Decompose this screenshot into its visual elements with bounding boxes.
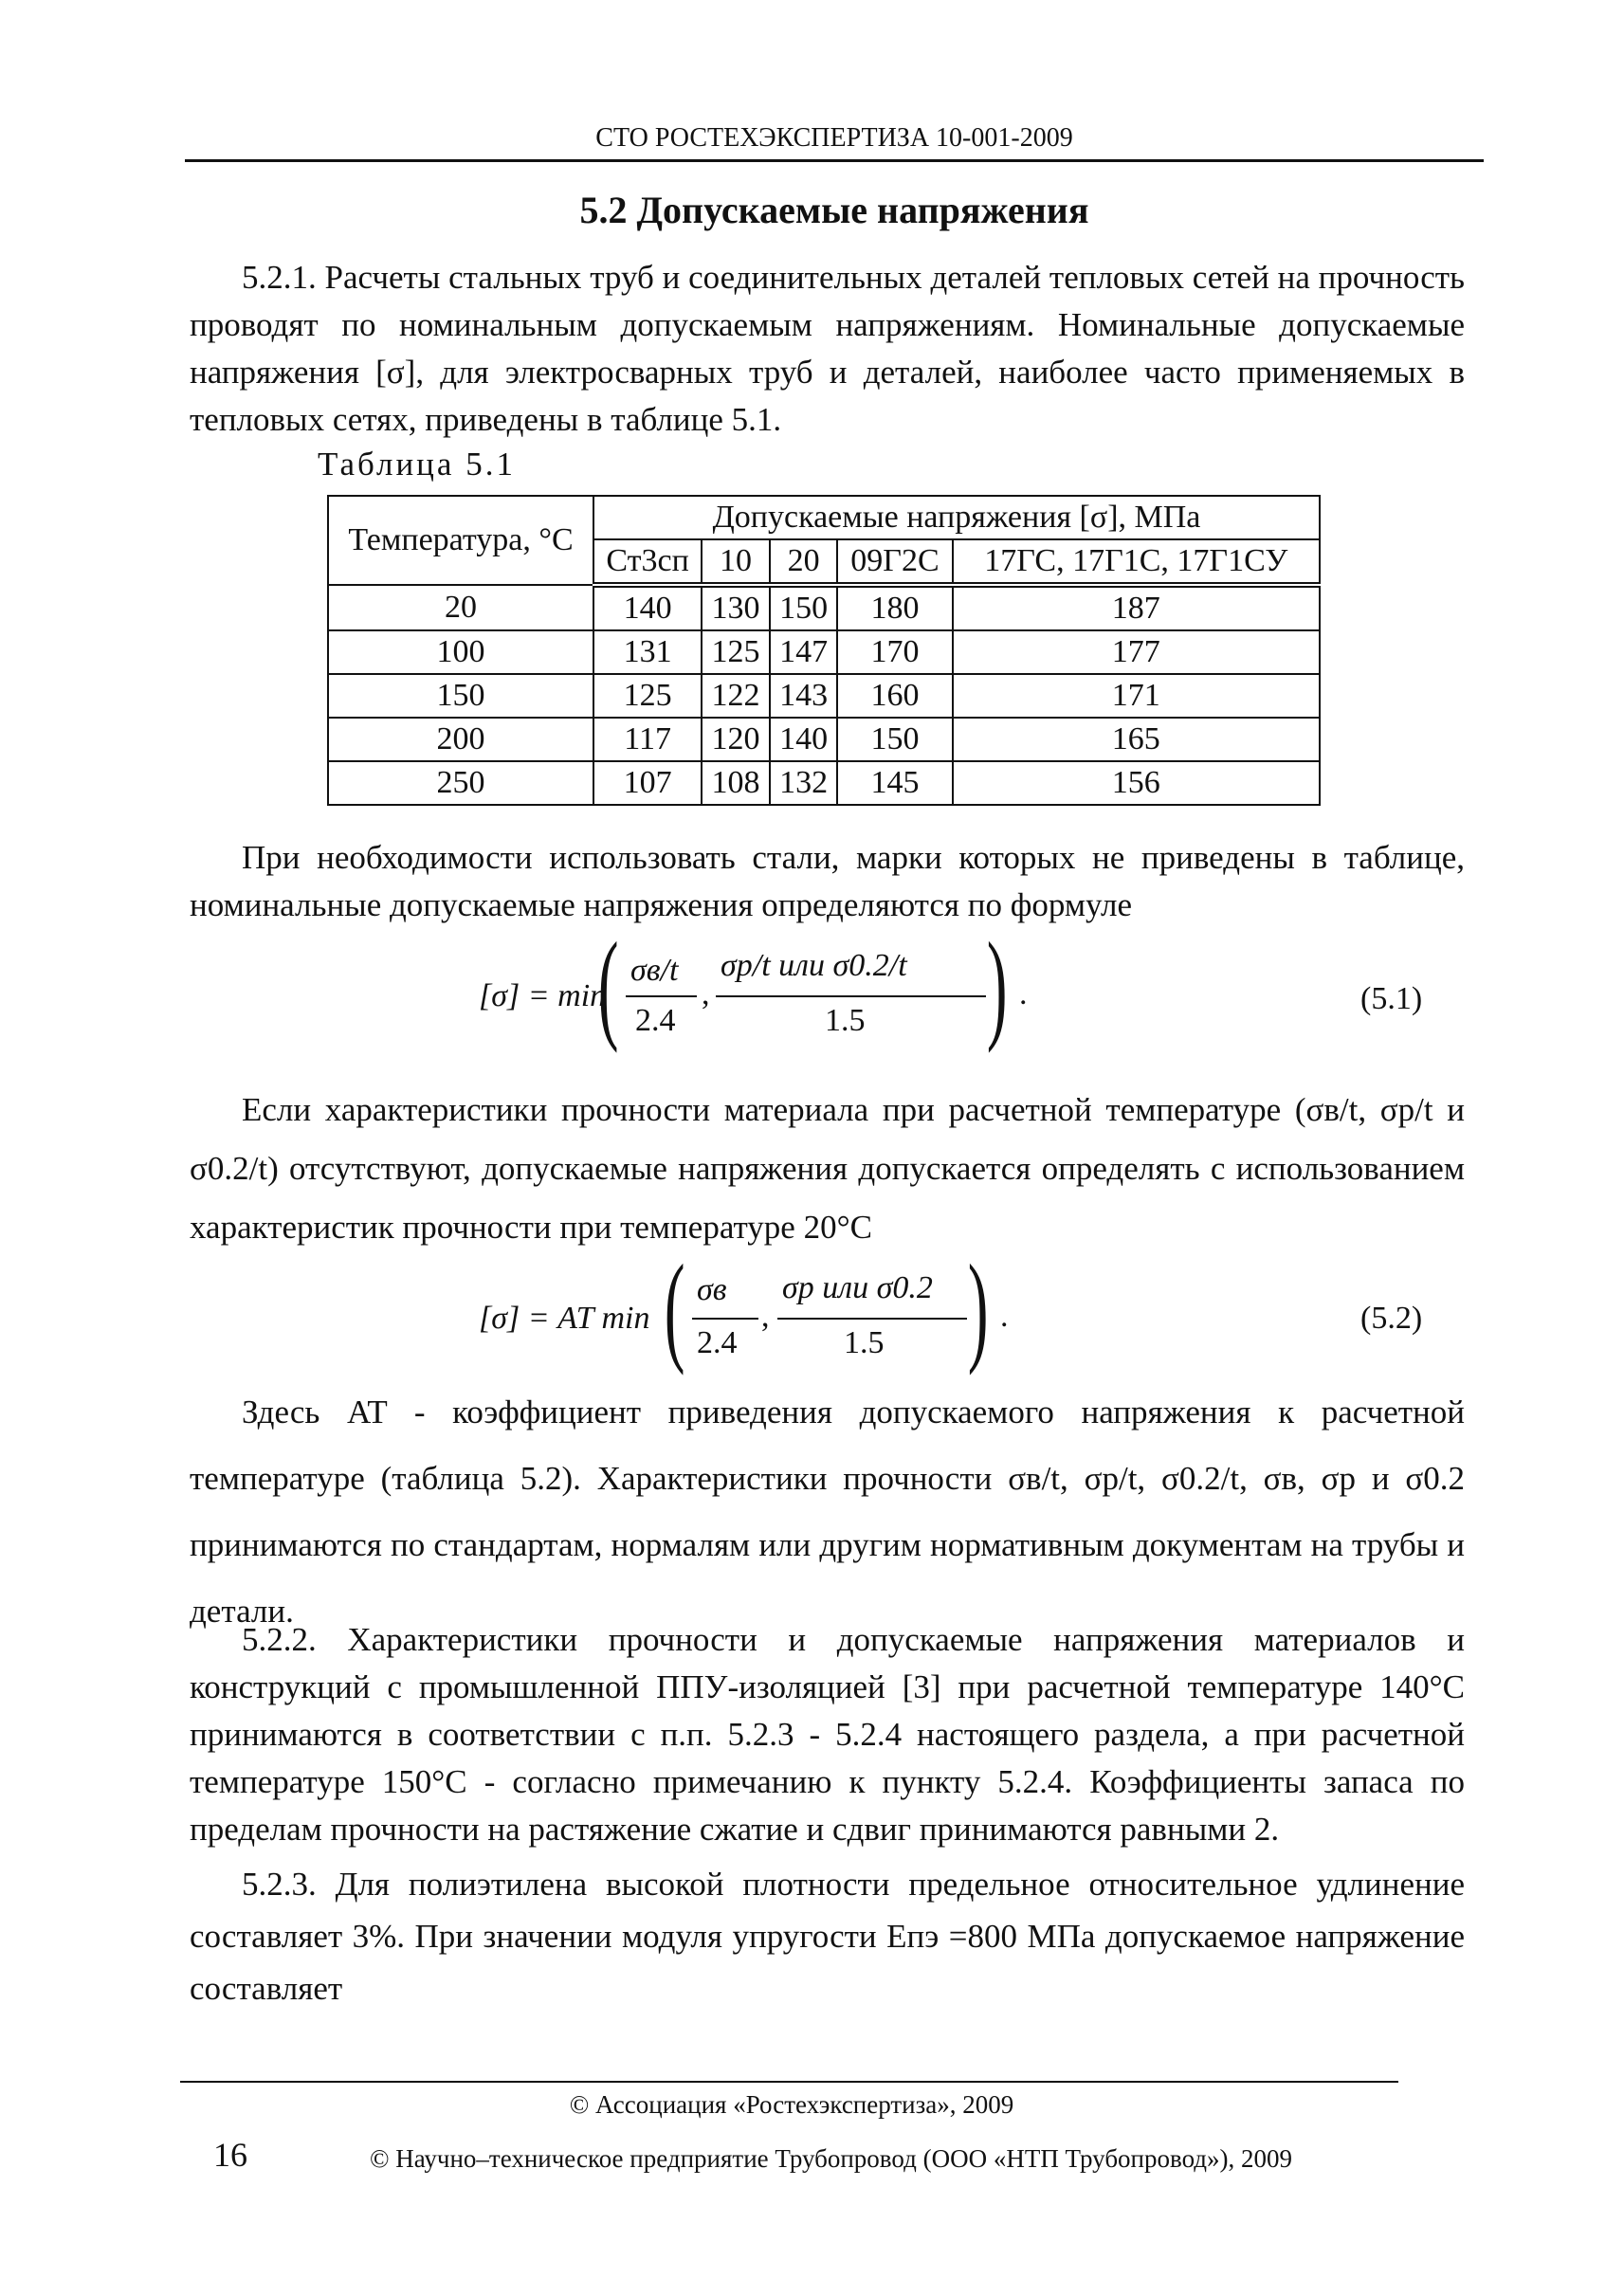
stress-value-cell: 130 xyxy=(702,585,770,630)
stress-value-cell: 125 xyxy=(593,674,702,718)
stress-value-cell: 147 xyxy=(770,630,838,674)
paragraph-5-2-1: 5.2.1. Расчеты стальных труб и соединительных деталей тепловых сетей на прочность проводят по номинальным допускаемым напряжениям. Номинальные допускаемые напряжения [σ], для электросварных труб и деталей, наиболее часто применяемых в тепловых сетях, приведены в таблице 5.1. xyxy=(190,259,1465,438)
stress-value-cell: 125 xyxy=(702,630,770,674)
period: . xyxy=(1000,1299,1009,1334)
den1: 2.4 xyxy=(635,1003,676,1038)
left-paren: ( xyxy=(597,918,619,1054)
den2: 1.5 xyxy=(844,1325,885,1360)
temperature-cell: 20 xyxy=(328,585,593,630)
stress-value-cell: 107 xyxy=(593,761,702,805)
stress-value-cell: 150 xyxy=(837,718,952,761)
stress-table xyxy=(327,495,1321,806)
section-title: 5.2 Допускаемые напряжения xyxy=(579,189,1089,231)
den2: 1.5 xyxy=(825,1003,866,1038)
stress-value-cell: 145 xyxy=(837,761,952,805)
table-row xyxy=(328,630,1320,674)
stress-value-cell: 143 xyxy=(770,674,838,718)
period: . xyxy=(1019,976,1028,1011)
stress-value-cell: 140 xyxy=(770,718,838,761)
stress-value-cell: 171 xyxy=(953,674,1320,718)
right-paren: ) xyxy=(967,1240,989,1376)
steel-grade-header: 10 xyxy=(702,539,770,585)
steel-grade-header: 17ГС, 17Г1С, 17Г1СУ xyxy=(953,539,1320,585)
steel-grade-header: 09Г2С xyxy=(837,539,952,585)
fraction-line-1 xyxy=(626,995,697,997)
table-row xyxy=(328,718,1320,761)
stress-value-cell: 120 xyxy=(702,718,770,761)
stress-value-cell: 177 xyxy=(953,630,1320,674)
comma: , xyxy=(702,976,710,1011)
paragraph-coefficient: Здесь AT - коэффициент приведения допускаемого напряжения к расчетной температуре (таблица 5.2). Характеристики прочности σв/t, σp/t, σ0.2/t, σв, σp и σ0.2 принимаются по стандартам, нормалям или другим нормативным документам на трубы и детали. xyxy=(190,1394,1465,1630)
stress-value-cell: 122 xyxy=(702,674,770,718)
fraction-line-2 xyxy=(716,995,986,997)
temperature-cell: 200 xyxy=(328,718,593,761)
stress-value-cell: 140 xyxy=(593,585,702,630)
table-row xyxy=(328,585,1320,630)
formula-lhs: [σ] = AT min xyxy=(479,1301,650,1336)
formula-number: (5.1) xyxy=(1360,981,1423,1016)
temperature-cell: 100 xyxy=(328,630,593,674)
stress-value-cell: 156 xyxy=(953,761,1320,805)
paragraph-5-2-3: 5.2.3. Для полиэтилена высокой плотности предельное относительное удлинение составляет 3%. При значении модуля упругости Eпэ =800 МПа допускаемое напряжение составляет xyxy=(190,1866,1465,2007)
footer-divider xyxy=(180,2081,1398,2083)
temperature-cell: 250 xyxy=(328,761,593,805)
page-number: 16 xyxy=(213,2136,247,2174)
steel-grade-header: Ст3сп xyxy=(593,539,702,585)
temperature-cell: 150 xyxy=(328,674,593,718)
stress-value-cell: 117 xyxy=(593,718,702,761)
stress-value-cell: 150 xyxy=(770,585,838,630)
footer-copyright-company: © Научно–техническое предприятие Трубопровод (ООО «НТП Трубопровод»), 2009 xyxy=(370,2144,1293,2173)
temperature-header: Температура, °C xyxy=(328,496,593,585)
stress-value-cell: 187 xyxy=(953,585,1320,630)
steel-grade-header: 20 xyxy=(770,539,838,585)
num1: σв xyxy=(697,1272,727,1307)
stress-value-cell: 165 xyxy=(953,718,1320,761)
stress-value-cell: 170 xyxy=(837,630,952,674)
num2: σp/t или σ0.2/t xyxy=(721,948,907,983)
stress-value-cell: 160 xyxy=(837,674,952,718)
left-paren: ( xyxy=(664,1240,685,1376)
comma: , xyxy=(761,1299,770,1334)
den1: 2.4 xyxy=(697,1325,738,1360)
stress-value-cell: 108 xyxy=(702,761,770,805)
paragraph-formula-intro: При необходимости использовать стали, марки которых не приведены в таблице, номинальные допускаемые напряжения определяются по формуле xyxy=(190,839,1465,923)
stress-value-cell: 131 xyxy=(593,630,702,674)
fraction-line-1 xyxy=(692,1318,758,1320)
document-header: СТО РОСТЕХЭКСПЕРТИЗА 10-001-2009 xyxy=(185,123,1484,162)
stress-value-cell: 180 xyxy=(837,585,952,630)
formula-number: (5.2) xyxy=(1360,1301,1423,1336)
table-row xyxy=(328,761,1320,805)
footer-copyright-association: © Ассоциация «Ростехэкспертиза», 2009 xyxy=(569,2090,1014,2119)
right-paren: ) xyxy=(986,918,1008,1054)
table-caption: Таблица 5.1 xyxy=(318,446,516,483)
paragraph-missing-characteristics: Если характеристики прочности материала при расчетной температуре (σв/t, σp/t и σ0.2/t) отсутствуют, допускаемые напряжения допускается определять с использованием характеристик прочности при температуре 20°C xyxy=(190,1091,1465,1246)
num2: σp или σ0.2 xyxy=(782,1270,933,1305)
stress-value-cell: 132 xyxy=(770,761,838,805)
formula-lhs: [σ] = min xyxy=(479,978,607,1013)
stress-group-header: Допускаемые напряжения [σ], МПа xyxy=(593,496,1320,539)
table-row xyxy=(328,674,1320,718)
fraction-line-2 xyxy=(777,1318,967,1320)
paragraph-5-2-2: 5.2.2. Характеристики прочности и допускаемые напряжения материалов и конструкций с промышленной ППУ-изоляцией [3] при расчетной температуре 140°C принимаются в соответствии с п.п. 5.2.3 - 5.2.4 настоящего раздела, а при расчетной температуре 150°С - согласно примечанию к пункту 5.2.4. Коэффициенты запаса по пределам прочности на растяжение сжатие и сдвиг принимаются равными 2. xyxy=(190,1621,1465,1848)
num1: σв/t xyxy=(630,953,679,988)
